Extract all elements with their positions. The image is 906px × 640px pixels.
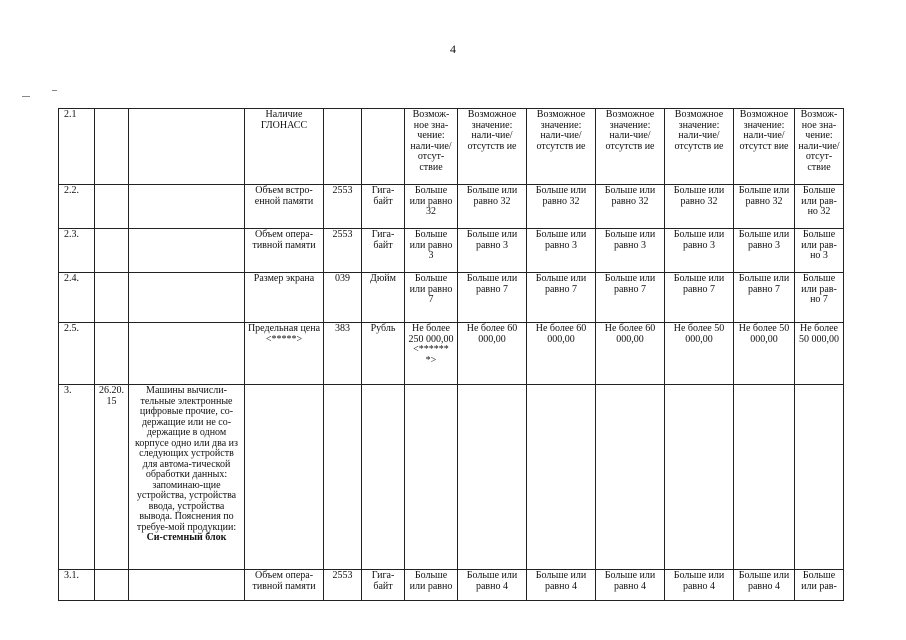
value-cell: Больше или рав-но 7 (795, 273, 844, 323)
value-cell: Больше или равно 7 (527, 273, 596, 323)
row-number-cell: 3.1. (59, 570, 95, 601)
product-name-cell (129, 109, 245, 185)
value-cell: Больше или равно 4 (596, 570, 665, 601)
unit-cell (362, 109, 405, 185)
value-cell: Возможное значение: нали-чие/отсутств ие (596, 109, 665, 185)
okpd-code-cell (95, 273, 129, 323)
value-cell: Возможное значение: нали-чие/отсутств ие (665, 109, 734, 185)
characteristic-cell (245, 385, 324, 570)
okei-code-cell: 383 (324, 323, 362, 385)
value-cell: Больше или равно 4 (458, 570, 527, 601)
value-cell: Больше или рав- (795, 570, 844, 601)
row-number-cell: 2.1 (59, 109, 95, 185)
value-cell: Не более 50 000,00 (665, 323, 734, 385)
characteristics-table (58, 108, 844, 601)
value-cell: Больше или равно 7 (458, 273, 527, 323)
table-row (59, 185, 844, 229)
value-cell: Возможное значение: нали-чие/отсутств ие (458, 109, 527, 185)
value-cell: Больше или рав-но 3 (795, 229, 844, 273)
characteristic-cell: Размер экрана (245, 273, 324, 323)
table-row (59, 109, 844, 185)
product-name-cell (129, 185, 245, 229)
value-cell: Больше или равно 32 (458, 185, 527, 229)
value-cell: Больше или равно 32 (734, 185, 795, 229)
value-cell (795, 385, 844, 570)
characteristic-cell: Наличие ГЛОНАСС (245, 109, 324, 185)
value-cell: Больше или равно 3 (734, 229, 795, 273)
characteristic-cell: Объем опера-тивной памяти (245, 229, 324, 273)
value-cell: Больше или равно 4 (527, 570, 596, 601)
table-row (59, 273, 844, 323)
value-cell: Больше или равно 3 (405, 229, 458, 273)
value-cell: Не более 60 000,00 (527, 323, 596, 385)
value-cell: Больше или равно 4 (734, 570, 795, 601)
okpd-code-cell (95, 229, 129, 273)
characteristic-cell: Объем опера-тивной памяти (245, 570, 324, 601)
value-cell: Не более 50 000,00 (795, 323, 844, 385)
product-name-cell (129, 570, 245, 601)
characteristic-cell: Предельная цена <*****> (245, 323, 324, 385)
okpd-code-cell (95, 109, 129, 185)
unit-cell (362, 385, 405, 570)
value-cell: Не более 60 000,00 (596, 323, 665, 385)
okpd-code-cell (95, 570, 129, 601)
page-number: 4 (450, 42, 456, 56)
row-number-cell: 2.2. (59, 185, 95, 229)
value-cell: Больше или равно 3 (527, 229, 596, 273)
scan-mark (22, 96, 30, 97)
value-cell: Больше или равно 3 (596, 229, 665, 273)
okei-code-cell (324, 109, 362, 185)
value-cell: Возможное значение: нали-чие/отсутст вие (734, 109, 795, 185)
unit-cell: Дюйм (362, 273, 405, 323)
value-cell: Больше или равно 7 (734, 273, 795, 323)
value-cell (458, 385, 527, 570)
value-cell: Больше или равно 3 (665, 229, 734, 273)
okei-code-cell: 2553 (324, 185, 362, 229)
value-cell: Не более 60 000,00 (458, 323, 527, 385)
value-cell: Больше или равно 7 (665, 273, 734, 323)
table-row (59, 323, 844, 385)
value-cell: Больше или равно 3 (458, 229, 527, 273)
value-cell (405, 385, 458, 570)
table-row (59, 385, 844, 570)
product-name-cell (129, 229, 245, 273)
table-row (59, 229, 844, 273)
row-number-cell: 3. (59, 385, 95, 570)
row-number-cell: 2.3. (59, 229, 95, 273)
value-cell (527, 385, 596, 570)
value-cell: Больше или равно 7 (596, 273, 665, 323)
okei-code-cell: 2553 (324, 229, 362, 273)
value-cell: Больше или равно 32 (596, 185, 665, 229)
product-name-cell (129, 385, 245, 570)
scan-mark (52, 90, 57, 91)
value-cell: Возможное значение: нали-чие/отсутств ие (527, 109, 596, 185)
value-cell: Больше или рав-но 32 (795, 185, 844, 229)
okei-code-cell: 039 (324, 273, 362, 323)
okei-code-cell: 2553 (324, 570, 362, 601)
product-name-bold-text: Си-стемный блок (146, 532, 227, 543)
value-cell: Больше или равно 32 (405, 185, 458, 229)
value-cell: Больше или равно 32 (527, 185, 596, 229)
value-cell: Возмож-ное зна-чение: нали-чие/отсут-ствие (405, 109, 458, 185)
value-cell (596, 385, 665, 570)
value-cell: Возмож-ное зна-чение: нали-чие/отсут-ствие (795, 109, 844, 185)
row-number-cell: 2.4. (59, 273, 95, 323)
row-number-cell: 2.5. (59, 323, 95, 385)
unit-cell: Гига-байт (362, 185, 405, 229)
okpd-code-cell (95, 185, 129, 229)
unit-cell: Гига-байт (362, 229, 405, 273)
value-cell: Больше или равно 32 (665, 185, 734, 229)
okei-code-cell (324, 385, 362, 570)
unit-cell: Рубль (362, 323, 405, 385)
product-name-text: Машины вычисли-тельные электронные цифровые прочие, со-держащие или не со-держащие в одном корпусе одно или два из следующих устройств для автома-тической обработки данных: запоминаю-щие устройства, устройства ввода, устройства вывода. Пояснения по требуе-мой продукции: (135, 385, 238, 533)
value-cell: Не более 250 000,00 <****** *> (405, 323, 458, 385)
value-cell: Не более 50 000,00 (734, 323, 795, 385)
product-name-cell (129, 273, 245, 323)
characteristic-cell: Объем встро-енной памяти (245, 185, 324, 229)
value-cell (665, 385, 734, 570)
value-cell (734, 385, 795, 570)
okpd-code-cell: 26.20. 15 (95, 385, 129, 570)
value-cell: Больше или равно 7 (405, 273, 458, 323)
unit-cell: Гига-байт (362, 570, 405, 601)
table-row (59, 570, 844, 601)
product-name-cell (129, 323, 245, 385)
value-cell: Больше или равно 4 (665, 570, 734, 601)
okpd-code-cell (95, 323, 129, 385)
value-cell: Больше или равно (405, 570, 458, 601)
